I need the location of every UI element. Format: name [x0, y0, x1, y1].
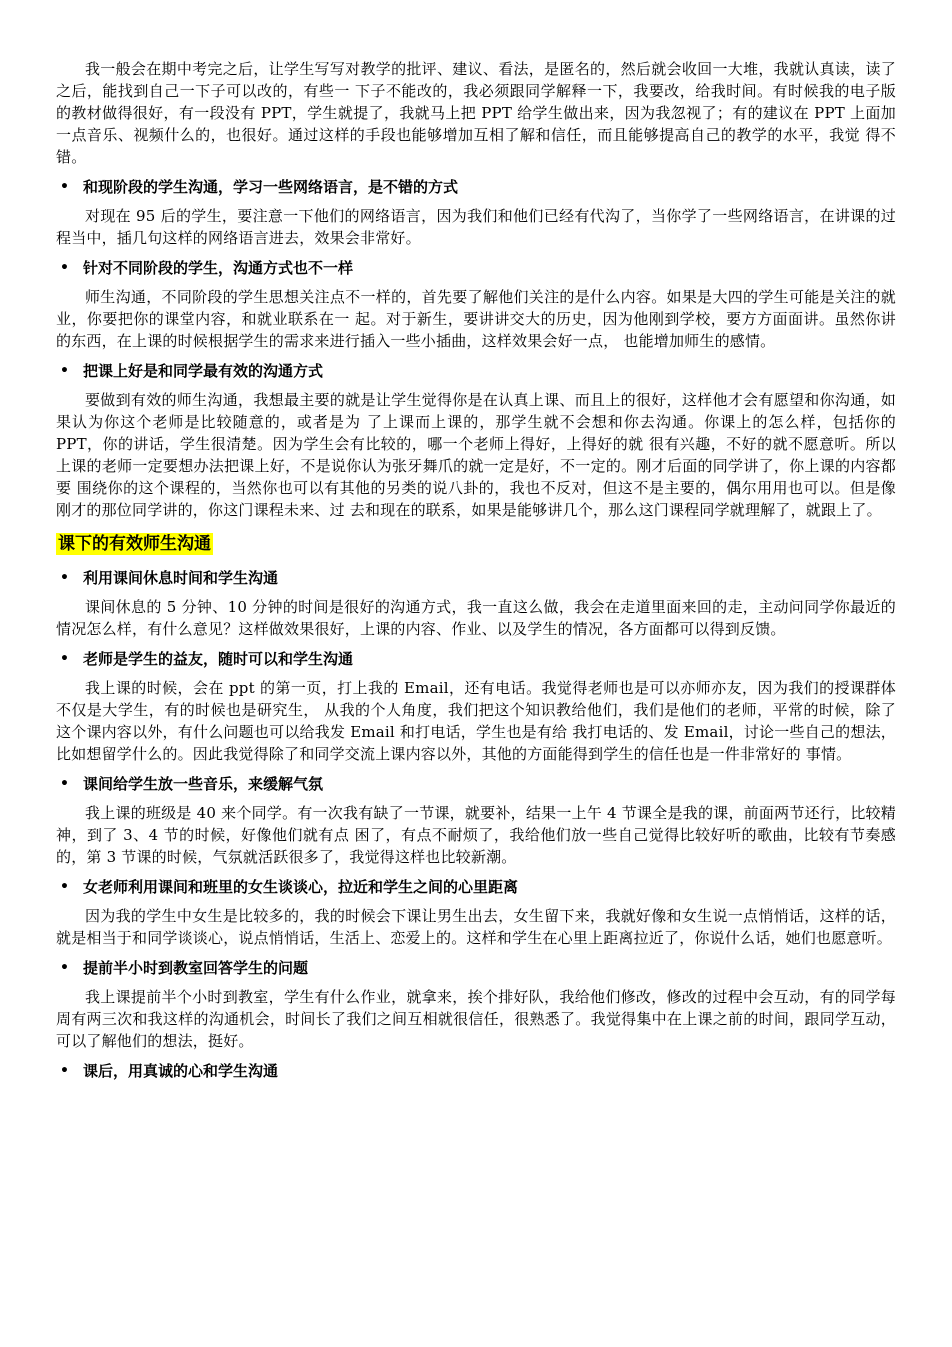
bullet-icon: •: [60, 570, 69, 586]
paragraph: 我上课提前半个小时到教室，学生有什么作业，就拿来，挨个排好队，我给他们修改，修改的过程中会互动，有的同学每周有两三次和我这样的沟通机会，时间长了我们之间互相就很信任，很熟悉了。我觉得集中在上课之前的时间，跟同学互动，可以了解他们的想法，挺好。: [56, 988, 896, 1050]
paragraph: 师生沟通，不同阶段的学生思想关注点不一样的，首先要了解他们关注的是什么内容。如果是大四的学生可能是关注的就业，你要把你的课堂内容，和就业联系在一 起。对于新生，要讲讲交大的历史，因为他刚到学校，要方方面面讲。虽然你讲的东西，在上课的时候根据学生的需求来进行插入一些小插曲，这样效果会好一点， 也能增加师生的感情。: [56, 288, 896, 350]
bullet-icon: •: [60, 879, 69, 895]
bullet-heading-text: 提前半小时到教室回答学生的问题: [83, 959, 309, 977]
bullet-icon: •: [60, 260, 69, 276]
bullet-heading: [56, 648, 896, 670]
bullet-icon: •: [60, 179, 69, 195]
section-heading: 课下的有效师生沟通: [58, 534, 211, 554]
bullet-heading-text: 利用课间休息时间和学生沟通: [83, 569, 279, 587]
bullet-heading-text: 和现阶段的学生沟通，学习一些网络语言，是不错的方式: [83, 178, 459, 196]
bullet-heading-text: 课间给学生放一些音乐，来缓解气氛: [83, 775, 324, 793]
bullet-heading: [56, 257, 896, 279]
bullet-icon: •: [60, 651, 69, 667]
paragraph: 我上课的时候，会在 ppt 的第一页，打上我的 Email，还有电话。我觉得老师也是可以亦师亦友，因为我们的授课群体不仅是大学生，有的时候也是研究生， 从我的个人角度，我们把这个知识教给他们，我们是他们的老师，平常的时候，除了这个课内容以外，有什么问题也可以给我发 Email 和打电话，学生也是有给 我打电话的、发 Email，讨论一些自己的想法，比如想留学什么的。因此我觉得除了和同学交流上课内容以外，其他的方面能得到学生的信任也是一件非常好的 事情。: [56, 679, 896, 763]
paragraph: 因为我的学生中女生是比较多的，我的时候会下课让男生出去，女生留下来，我就好像和女生说一点悄悄话，这样的话，就是相当于和同学谈谈心，说点悄悄话，生活上、恋爱上的。这样和学生在心里上距离拉近了，你说什么话，她们也愿意听。: [56, 907, 896, 947]
bullet-icon: •: [60, 776, 69, 792]
paragraph: 要做到有效的师生沟通，我想最主要的就是让学生觉得你是在认真上课、而且上的很好，这样他才会有愿望和你沟通，如果认为你这个老师是比较随意的，或者是为 了上课而上课的，那学生就不会想和你去沟通。你课上的怎么样，包括你的 PPT，你的讲话，学生很清楚。因为学生会有比较的，哪一个老师上得好，上得好的就 很有兴趣，不好的就不愿意听。所以上课的老师一定要想办法把课上好，不是说你认为张牙舞爪的就一定是好，不一定的。刚才后面的同学讲了，你上课的内容都要 围绕你的这个课程的，当然你也可以有其他的另类的说八卦的，我也不反对，但这不是主要的，偶尔用用也可以。但是像刚才的那位同学讲的，你这门课程未来、过 去和现在的联系，如果是能够讲几个，那么这门课程同学就理解了，就跟上了。: [56, 391, 896, 519]
bullet-heading: [56, 957, 896, 979]
bullet-heading: [56, 773, 896, 795]
bullet-heading: [56, 360, 896, 382]
paragraph: 我上课的班级是 40 来个同学。有一次我有缺了一节课，就要补，结果一上午 4 节课全是我的课，前面两节还行，比较精神，到了 3、4 节的时候，好像他们就有点 困了，有点不耐烦了，我给他们放一些自己觉得比较好听的歌曲，比较有节奏感的，第 3 节课的时候，气氛就活跃很多了，我觉得这样也比较新潮。: [56, 804, 896, 866]
bullet-icon: •: [60, 363, 69, 379]
bullet-heading-text: 把课上好是和同学最有效的沟通方式: [83, 362, 324, 380]
bullet-heading: [56, 567, 896, 589]
section-heading-row: [56, 529, 896, 563]
bullet-heading-text: 女老师利用课间和班里的女生谈谈心，拉近和学生之间的心里距离: [83, 878, 519, 896]
bullet-icon: •: [60, 1063, 69, 1079]
paragraph: 对现在 95 后的学生，要注意一下他们的网络语言，因为我们和他们已经有代沟了，当你学了一些网络语言，在讲课的过程当中，插几句这样的网络语言进去，效果会非常好。: [56, 207, 896, 247]
bullet-heading: [56, 176, 896, 198]
bullet-heading: [56, 1060, 896, 1082]
bullet-heading-text: 老师是学生的益友，随时可以和学生沟通: [83, 650, 354, 668]
paragraph: 我一般会在期中考完之后，让学生写写对教学的批评、建议、看法，是匿名的，然后就会收回一大堆，我就认真读，读了之后，能找到自己一下子可以改的，有些一 下子不能改的，我必须跟同学解释一下，我要改，给我时间。有时候我的电子版的教材做得很好，有一段没有 PPT，学生就提了，我就马上把 PPT 给学生做出来，因为我忽视了；有的建议在 PPT 上面加一点音乐、视频什么的，也很好。通过这样的手段也能够增加互相了解和信任，而且能够提高自己的教学的水平，我觉 得不错。: [56, 60, 896, 166]
bullet-icon: •: [60, 960, 69, 976]
bullet-heading-text: 针对不同阶段的学生，沟通方式也不一样: [83, 259, 354, 277]
bullet-heading: [56, 876, 896, 898]
paragraph: 课间休息的 5 分钟、10 分钟的时间是很好的沟通方式，我一直这么做，我会在走道里面来回的走，主动问同学你最近的情况怎么样，有什么意见？这样做效果很好，上课的内容、作业、以及学生的情况，各方面都可以得到反馈。: [56, 598, 896, 638]
bullet-heading-text: 课后，用真诚的心和学生沟通: [83, 1062, 279, 1080]
